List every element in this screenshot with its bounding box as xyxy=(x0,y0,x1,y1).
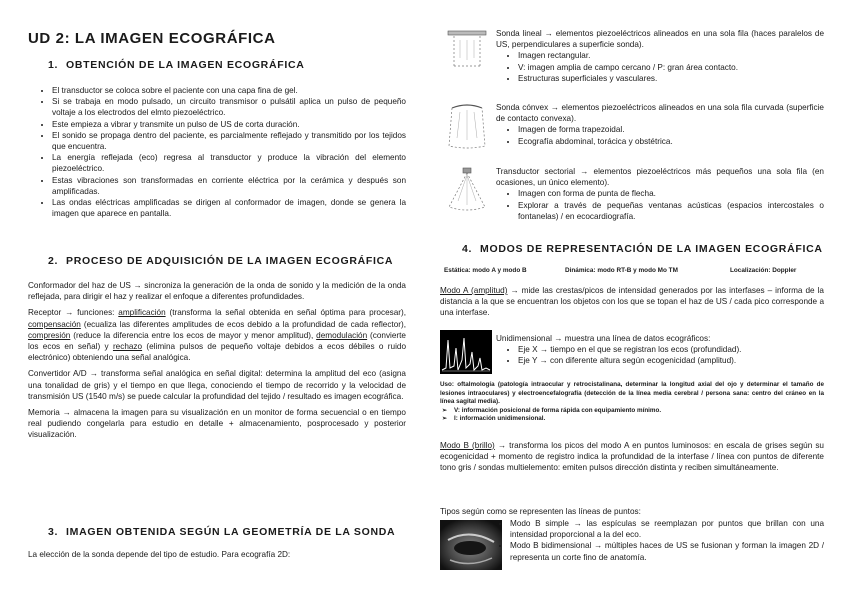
tipos-list xyxy=(496,518,824,563)
heading-text: IMAGEN OBTENIDA SEGÚN LA GEOMETRÍA DE LA SONDA xyxy=(66,526,396,538)
list-item: • El transductor se coloca sobre el paciente con una capa fina de gel. xyxy=(52,85,406,96)
list-item: • Eje X → tiempo en el que se registran los ecos (profundidad). xyxy=(518,344,824,355)
list-item: • Eje Y → con diferente altura según ecogenicidad (amplitud). xyxy=(518,355,824,366)
list-item: • Ecografía abdominal, torácica y obstétrica. xyxy=(518,136,824,147)
heading-text: OBTENCIÓN DE LA IMAGEN ECOGRÁFICA xyxy=(66,59,305,71)
probe-convex-text: Sonda cónvex → elementos piezoeléctricos alineados en una sola fila curvada (superficie de contacto convexa). xyxy=(496,103,824,124)
document-title: UD 2: LA IMAGEN ECOGRÁFICA xyxy=(28,30,276,47)
section-1-heading xyxy=(48,59,305,71)
list-item: • La energía reflejada (eco) regresa al transductor y produce la vibración del elemento piezoeléctrico. xyxy=(52,152,406,174)
list-item: • Estructuras superficiales y vasculares. xyxy=(518,73,824,84)
list-item: • Estas vibraciones son transformadas en corriente eléctrica por la cerámica y después son amplificadas. xyxy=(52,175,406,197)
unidimensional-text: Unidimensional → muestra una línea de datos ecográficos: xyxy=(496,334,711,343)
list-item: • Imagen rectangular. xyxy=(518,50,824,61)
heading-text: MODOS DE REPRESENTACIÓN DE LA IMAGEN ECOGRÁFICA xyxy=(480,243,823,255)
list-item: ➢ I: información unidimensional. xyxy=(454,415,824,424)
modes-legend-static: Estática: modo A y modo B xyxy=(444,267,527,274)
paragraph-receptor: Receptor → funciones: amplificación (transforma la señal obtenida en señal óptima para procesar), compensación (ecualiza las diferentes amplitudes de ecos debido a la profundidad de cada reflector), compresión (reduce la diferencia entre los ecos de mayor y menor amplitud), demodulación (convierte los ecos en señal) y rechazo (elimina pulsos de pequeño voltaje debidos a ecos débiles o ruido electrónico) obteniendo una señal analógica. xyxy=(28,308,406,363)
list-item: • Modo B bidimensional → múltiples haces de US se fusionan y forman la imagen 2D / representa un corte fino de anatomía. xyxy=(510,540,824,562)
heading-text: PROCESO DE ADQUISICIÓN DE LA IMAGEN ECOGRÁFICA xyxy=(66,255,394,267)
probe-convex xyxy=(496,102,824,147)
modo-b-paragraph: Modo B (brillo) → transforma los picos del modo A en puntos luminosos: en escala de grises según su ecogenicidad + momento de registro indica la profundidad de la interfase / línea con puntos de diferente tono gris / sondas multielemento: emiten pulsos dirección distinta y reciben simultáneamente. xyxy=(440,441,824,473)
list-item: • Explorar a través de pequeñas ventanas acústicas (espacios intercostales o fontanelas) / en ecocardiografía. xyxy=(518,200,824,222)
section-1-list xyxy=(28,85,406,219)
list-item: • El sonido se propaga dentro del paciente, es parcialmente reflejado y transmitido por los tejidos que encuentra. xyxy=(52,130,406,152)
list-item: • Imagen de forma trapezoidal. xyxy=(518,124,824,135)
section-3-intro: La elección de la sonda depende del tipo de estudio. Para ecografía 2D: xyxy=(28,550,291,559)
section-2-body xyxy=(28,280,406,441)
paragraph-conformador: Conformador del haz de US → sincroniza la generación de la onda de sonido y la medición de la onda reflejada, para dirigir el haz y realizar el enfoque a diferentes profundidades. xyxy=(28,281,406,302)
tipos-text: Tipos según como se representen las líneas de puntos: xyxy=(440,507,641,516)
modo-a-paragraph: Modo A (amplitud) → mide las crestas/picos de intensidad generados por las interfases – informa de la distancia a la que se encuentran los objetos con los que se topan el haz de US / cada pico corresponde a una interfase. xyxy=(440,286,824,318)
section-number: 2. xyxy=(48,255,59,267)
modes-legend-location: Localización: Doppler xyxy=(730,267,797,274)
list-item: • Este empieza a vibrar y transmite un pulso de US de corta duración. xyxy=(52,119,406,130)
uso-text: Uso: oftalmología (patología intraocular y retrocistalinana, determinar la longitud axial del ojo y determinar el tamaño de lesiones intraoculares) y electroencefalografía (detección de la línea media cerebral / persona sana: centro del cráneo en la línea sagital media). xyxy=(440,381,824,406)
list-item: ➢ V: información posicional de forma rápida con equipamiento mínimo. xyxy=(454,407,824,416)
modes-legend-dynamic: Dinámica: modo RT-B y modo Mo TM xyxy=(565,267,678,274)
probe-sectorial-text: Transductor sectorial → elementos piezoeléctricos más pequeños una sola fila (en ocasiones, un único elemento). xyxy=(496,167,824,188)
list-item: • V: imagen amplia de campo cercano / P: gran área contacto. xyxy=(518,62,824,73)
section-number: 4. xyxy=(462,243,473,255)
uso-block xyxy=(440,381,824,424)
list-item: • Si se trabaja en modo pulsado, un circuito transmisor o pulsátil aplica un pulso de pequeño voltaje a los electrodos del elmto piezoeléctrico. xyxy=(52,96,406,118)
probe-lineal-text: Sonda lineal → elementos piezoeléctricos alineados en una sola fila (haces paralelos de US, perpendiculares a superficie sonda). xyxy=(496,29,824,50)
list-item: • Imagen con forma de punta de flecha. xyxy=(518,188,824,199)
paragraph-memoria: Memoria → almacena la imagen para su visualización en un monitor de forma secuencial o en tiempo real pudiendo congelarla para estudio en detalle + almacenamiento, posprocesado y posterior visualización. xyxy=(28,408,406,440)
section-3-heading xyxy=(48,526,395,538)
probe-lineal xyxy=(496,28,824,84)
b-mode-image xyxy=(440,520,502,570)
section-number: 1. xyxy=(48,59,59,71)
paragraph-convertidor: Convertidor A/D → transforma señal analógica en señal digital: determina la amplitud del eco (asigna una tonalidad de gris) y el tiempo en que llega, conociendo el tiempo de recorrido y la velocidad de transmisión US (1540 m/s) se puede calcular la profundidad del tejido / resultado es imagen ecográfica. xyxy=(28,369,406,401)
section-4-heading xyxy=(462,243,823,255)
section-number: 3. xyxy=(48,526,59,538)
sector-probe-icon xyxy=(446,165,488,213)
linear-probe-icon xyxy=(446,28,488,70)
list-item: • Modo B simple → las espículas se reemplazan por puntos que brillan con una intensidad proporcional a la del eco. xyxy=(510,518,824,540)
probe-sectorial xyxy=(496,166,824,222)
convex-probe-icon xyxy=(446,100,488,152)
list-item: • Las ondas eléctricas amplificadas se dirigen al conformador de imagen, donde se genera la imagen que aparece en pantalla. xyxy=(52,197,406,219)
unidimensional-block xyxy=(496,333,824,367)
section-2-heading xyxy=(48,255,393,267)
a-mode-image xyxy=(440,330,492,374)
